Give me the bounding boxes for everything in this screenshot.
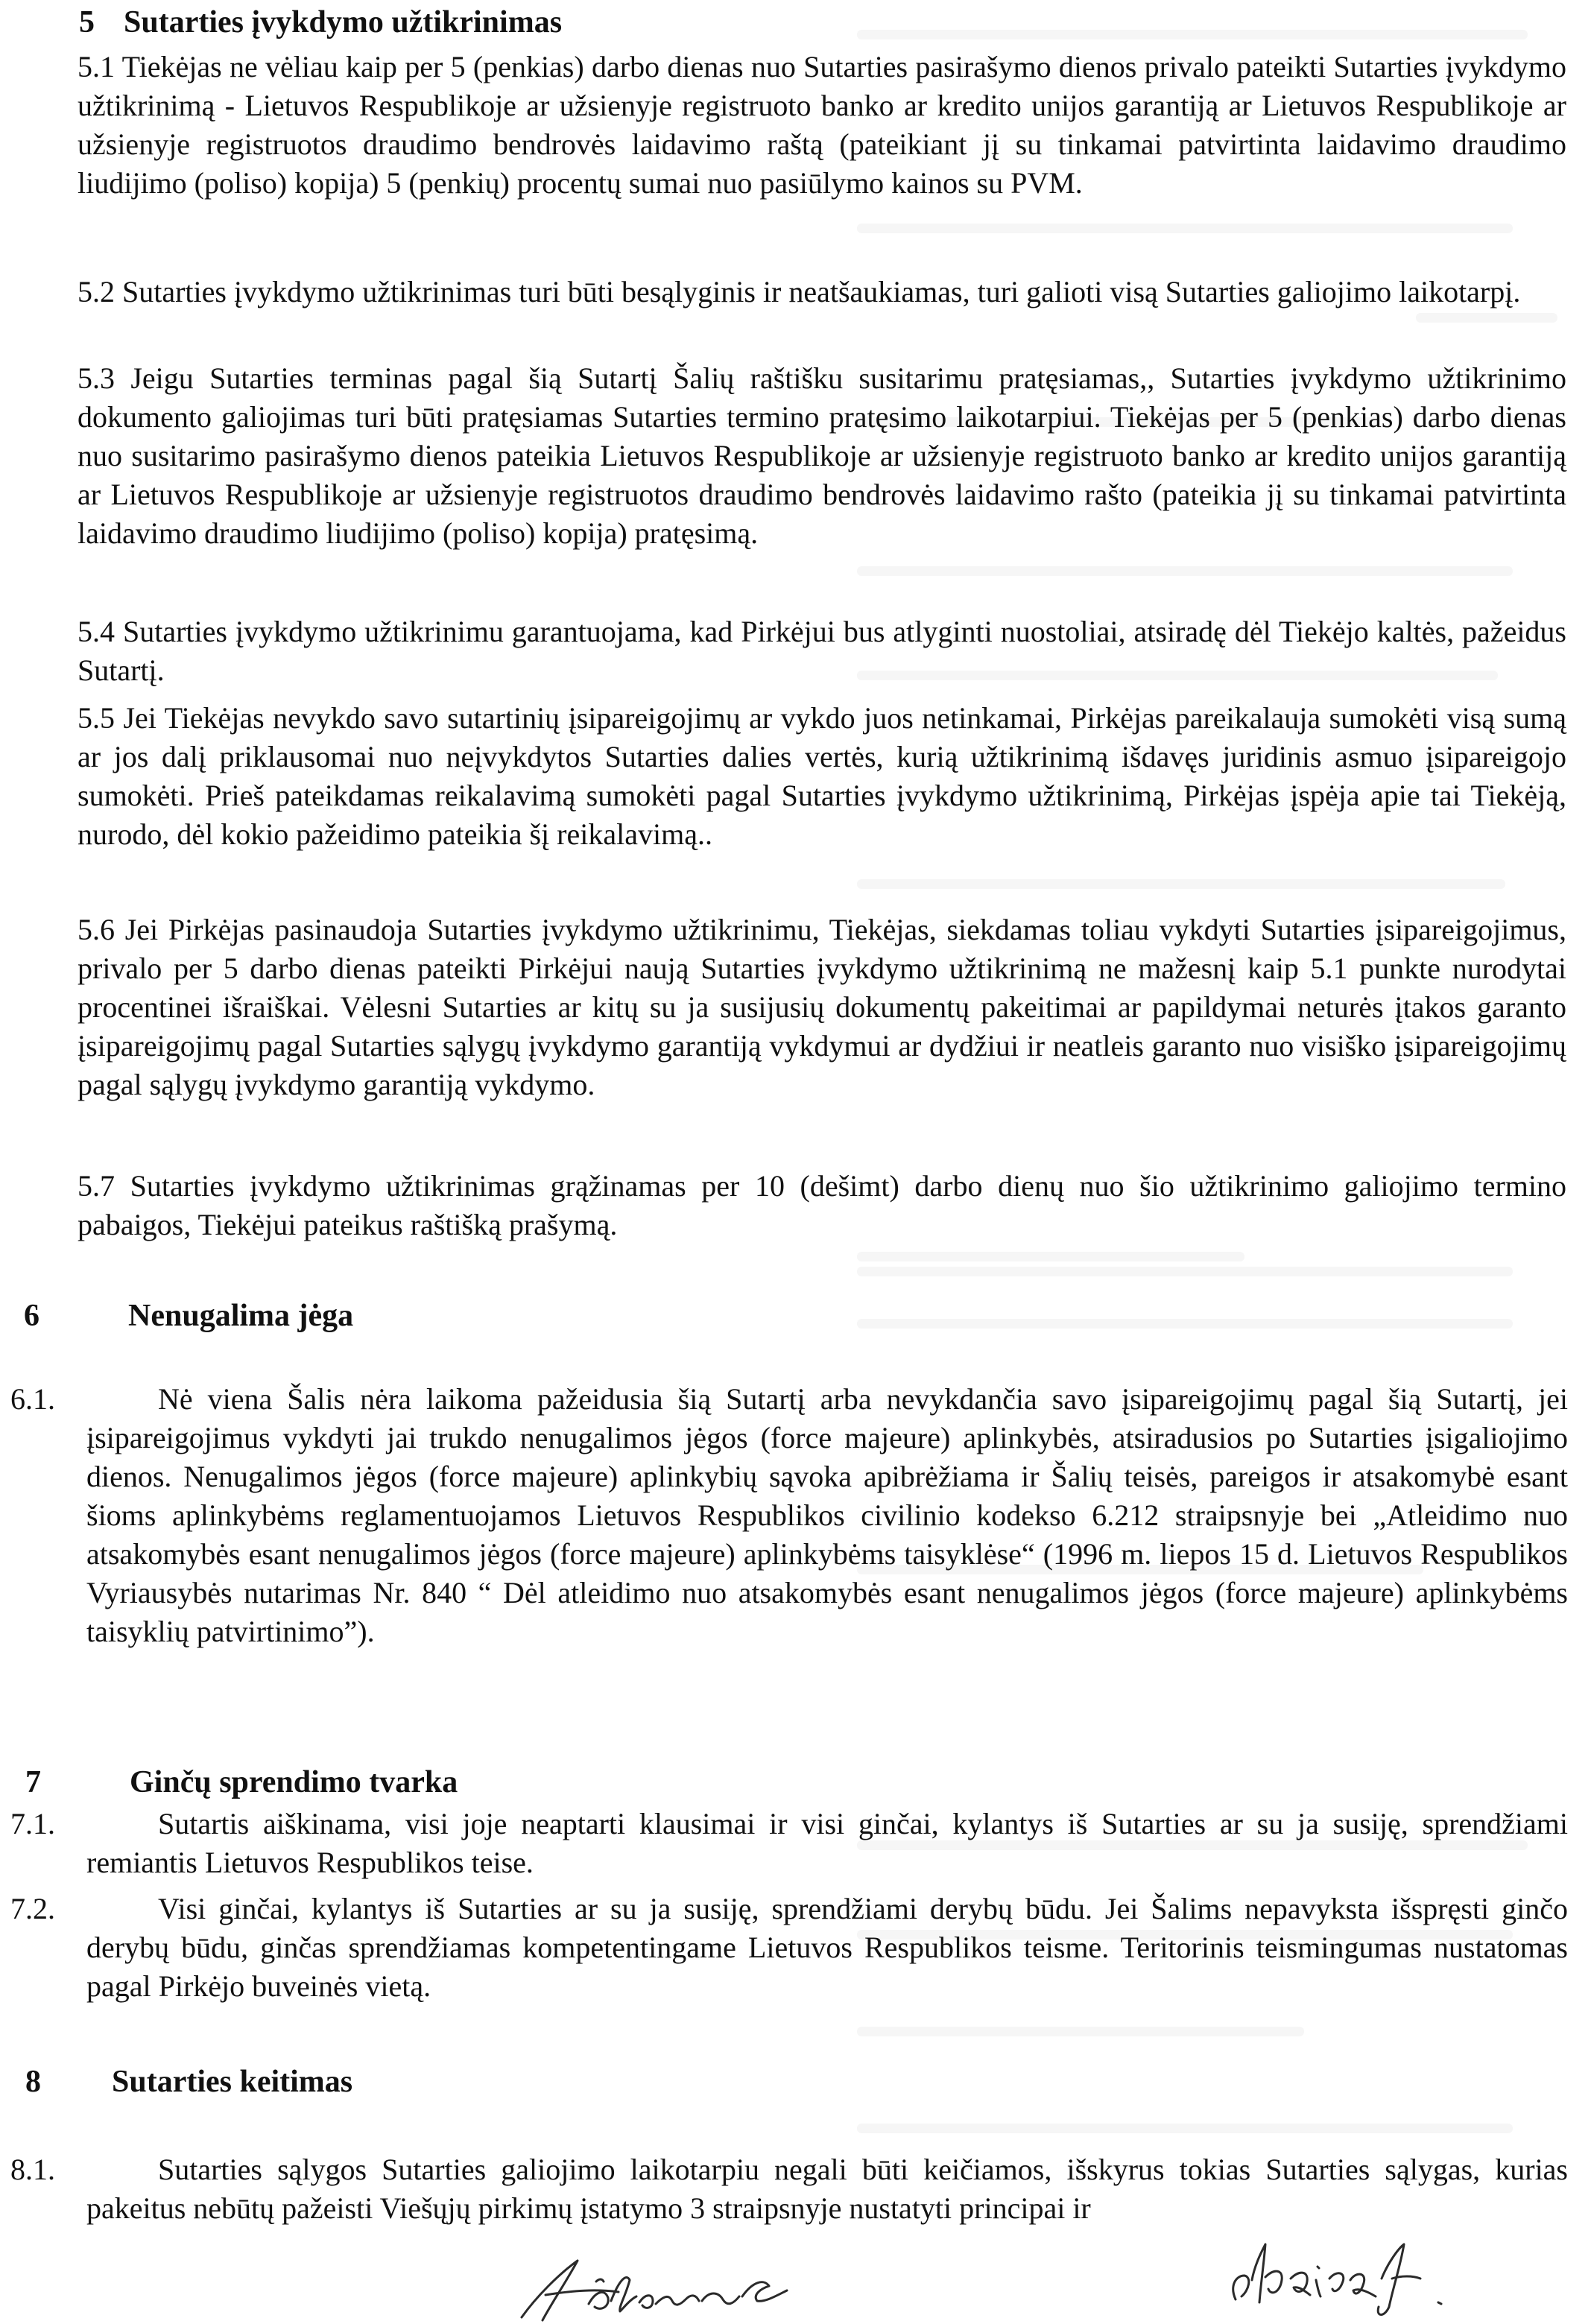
clause-7-1 bbox=[10, 1805, 1568, 1882]
clause-5-1: 5.1 Tiekėjas ne vėliau kaip per 5 (penkias) darbo dienas nuo Sutarties pasirašymo dienos privalo pateikti Sutarties įvykdymo užtikrinimą - Lietuvos Respublikoje ar užsienyje registruoto banko ar kredito unijos garantiją ar Lietuvos Respublikoje ar užsienyje registruotos draudimo bendrovės laidavimo raštą (pateikiant jį su tinkamai patvirtinta laidavimo draudimo liudijimo (poliso) kopija) 5 (penkių) procentų sumai nuo pasiūlymo kainos su PVM. bbox=[78, 50, 1566, 200]
clause-5-2: 5.2 Sutarties įvykdymo užtikrinimas turi būti besąlyginis ir neatšaukiamas, turi galioti visą Sutarties galiojimo laikotarpį. bbox=[78, 275, 1521, 308]
section-7-number: 7 bbox=[25, 1765, 41, 1799]
clause-5-3: 5.3 Jeigu Sutarties terminas pagal šią Sutartį Šalių raštišku susitarimu pratęsiamas,, Sutarties įvykdymo užtikrinimo dokumento galiojimas turi būti pratęsiamas Sutarties termino pratęsimo laikotarpiui. Tiekėjas per 5 (penkias) darbo dienas nuo susitarimo pasirašymo dienos pateikia Lietuvos Respublikoje ar užsienyje registruoto banko ar kredito unijos garantiją ar Lietuvos Respublikoje ar užsienyje registruotos draudimo bendrovės laidavimo rašto (pateikia jį su tinkamai patvirtinta laidavimo draudimo liudijimo (poliso) kopija) pratęsimą. bbox=[78, 361, 1566, 550]
section-6-title: Nenugalima jėga bbox=[128, 1299, 354, 1333]
section-6-number: 6 bbox=[24, 1299, 39, 1333]
section-7-heading bbox=[25, 1763, 458, 1802]
clause-7-1-text: Sutartis aiškinama, visi joje neaptarti klausimai ir visi ginčai, kylantys iš Sutarties ar su ja susiję, sprendžiami remiantis Lietuvos Respublikos teise. bbox=[86, 1807, 1568, 1879]
clause-5-6: 5.6 Jei Pirkėjas pasinaudoja Sutarties įvykdymo užtikrinimu, Tiekėjas, siekdamas toliau vykdyti Sutarties įsipareigojimus, privalo per 5 darbo dienas pateikti Pirkėjui naują Sutarties įvykdymo užtikrinimą ne mažesnį kaip 5.1 punkte nurodytai procentinei išraiškai. Vėlesni Sutarties ar kitų su ja susijusių dokumentų pakeitimai ar papildymai neturės įtakos garanto įsipareigojimų pagal Sutarties sąlygų įvykdymo garantiją vykdymui ar dydžiui ir neatleis garanto nuo visiško įsipareigojimų pagal sąlygų įvykdymo garantiją vykdymo. bbox=[78, 913, 1566, 1101]
section-5-heading bbox=[79, 3, 562, 42]
section-8-title: Sutarties keitimas bbox=[112, 2065, 353, 2099]
clause-6-1 bbox=[10, 1380, 1568, 1651]
section-8-number: 8 bbox=[25, 2065, 41, 2099]
clause-5-7: 5.7 Sutarties įvykdymo užtikrinimas grąžinamas per 10 (dešimt) darbo dienų nuo šio užtikrinimo galiojimo termino pabaigos, Tiekėjui pateikus raštišką prašymą. bbox=[78, 1169, 1566, 1241]
clause-6-1-number: 6.1. bbox=[10, 1382, 55, 1416]
clause-8-1-text: Sutarties sąlygos Sutarties galiojimo laikotarpiu negali būti keičiamos, išskyrus tokias Sutarties sąlygas, kurias pakeitus nebūtų pažeisti Viešųjų pirkimų įstatymo 3 straipsnyje nustatyti principai ir bbox=[86, 2153, 1568, 2225]
section-5-number: 5 bbox=[79, 5, 95, 39]
clause-7-2-number: 7.2. bbox=[10, 1892, 55, 1925]
section-8-heading bbox=[25, 2062, 352, 2101]
clause-5-5: 5.5 Jei Tiekėjas nevykdo savo sutartinių įsipareigojimų ar vykdo juos netinkamai, Pirkėjas pareikalauja sumokėti visą sumą ar jos dalį priklausomai nuo neįvykdytos Sutarties dalies vertės, kurią užtikrinimą išdavęs juridinis asmuo įsipareigojo sumokėti. Prieš pateikdamas reikalavimą sumokėti pagal Sutarties įvykdymo užtikrinimą, Pirkėjas įspėja apie tai Tiekėją, nurodo, dėl kokio pažeidimo pateikia šį reikalavimą.. bbox=[78, 701, 1566, 851]
clause-5-4: 5.4 Sutarties įvykdymo užtikrinimu garantuojama, kad Pirkėjui bus atlyginti nuostoliai, atsiradę dėl Tiekėjo kaltės, pažeidus Sutartį. bbox=[78, 615, 1566, 687]
section-6-heading bbox=[24, 1296, 353, 1335]
section-5-title: Sutarties įvykdymo užtikrinimas bbox=[124, 5, 563, 39]
clause-8-1-number: 8.1. bbox=[10, 2153, 55, 2186]
clause-7-2-text: Visi ginčai, kylantys iš Sutarties ar su ja susiję, sprendžiami derybų būdu. Jei Šalims nepavyksta išspręsti ginčo derybų būdu, ginčas sprendžiamas kompetentingame Lietuvos Respublikos teisme. Teritorinis teismingumas nustatomas pagal Pirkėjo buveinės vietą. bbox=[86, 1892, 1568, 2003]
clause-7-1-number: 7.1. bbox=[10, 1807, 55, 1840]
clause-7-2 bbox=[10, 1890, 1568, 2006]
clause-6-1-text: Nė viena Šalis nėra laikoma pažeidusia šią Sutartį arba nevykdančia savo įsipareigojimų pagal šią Sutartį, jei įsipareigojimus vykdyti jai trukdo nenugalimos jėgos (force majeure) aplinkybės, atsiradusios po Sutarties įsigaliojimo dienos. Nenugalimos jėgos (force majeure) aplinkybių sąvoka apibrėžiama ir Šalių teisės, pareigos ir atsakomybė esant šioms aplinkybėms reglamentuojamos Lietuvos Respublikos civilinio kodekso 6.212 straipsnyje bei „Atleidimo nuo atsakomybės esant nenugalimos jėgos (force majeure) aplinkybėms taisyklėse“ (1996 m. liepos 15 d. Lietuvos Respublikos Vyriausybės nutarimas Nr. 840 “ Dėl atleidimo nuo atsakomybės esant nenugalimos jėgos (force majeure) aplinkybėms taisyklių patvirtinimo”). bbox=[86, 1382, 1568, 1648]
clause-8-1 bbox=[10, 2150, 1568, 2228]
signature-left bbox=[507, 2252, 820, 2324]
section-7-title: Ginčų sprendimo tvarka bbox=[130, 1765, 458, 1799]
signature-right bbox=[1222, 2234, 1535, 2324]
